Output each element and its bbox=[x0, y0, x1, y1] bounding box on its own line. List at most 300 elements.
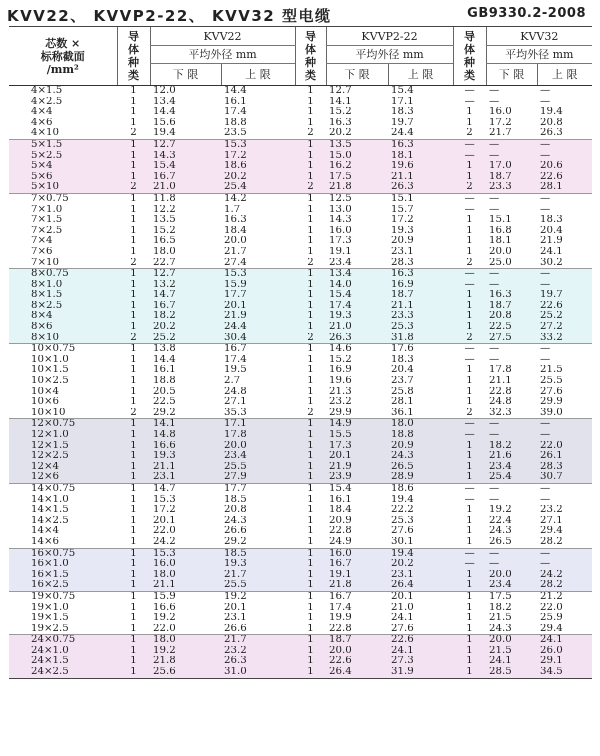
kvvp2-22-lower-cell: 22.8 bbox=[326, 624, 388, 635]
kvv22-conductor-type-cell: 1 bbox=[130, 161, 137, 172]
kvvp2-22-conductor-type-cell: 1 bbox=[307, 602, 314, 613]
table-row bbox=[9, 656, 592, 667]
kvvp2-22-lower-cell: 12.7 bbox=[329, 85, 352, 96]
kvvp2-22-conductor-type-cell: 1 bbox=[307, 246, 314, 257]
kvvp2-22-upper-cell: 18.7 bbox=[391, 290, 414, 301]
kvv32-upper-cell: — bbox=[540, 343, 551, 355]
kvv22-lower-cell: 14.3 bbox=[153, 150, 176, 161]
kvv32-conductor-type-cell: 1 bbox=[466, 322, 473, 333]
kvv22-conductor-type-cell: 1 bbox=[130, 139, 137, 150]
kvv22-lower-cell: 21.0 bbox=[150, 182, 221, 193]
kvv32-upper-cell: — bbox=[540, 139, 551, 150]
kvvp2-22-conductor-type-cell: 1 bbox=[307, 354, 314, 365]
kvv22-upper-cell: 23.1 bbox=[224, 613, 247, 624]
kvv32-upper-cell: — bbox=[540, 548, 551, 559]
kvv22-lower-cell: 16.1 bbox=[153, 365, 176, 376]
kvvp2-22-conductor-type-cell: 1 bbox=[307, 397, 314, 408]
kvvp2-22-upper-cell: 20.2 bbox=[391, 559, 414, 570]
kvv32-conductor-type-cell: — bbox=[464, 96, 475, 107]
kvv22-conductor-type-cell: 1 bbox=[130, 559, 137, 570]
kvv22-header: KVV22 bbox=[150, 27, 295, 46]
kvv32-lower-cell: 17.8 bbox=[489, 365, 512, 376]
kvvp2-22-upper-cell: 27.6 bbox=[388, 624, 453, 635]
kvv22-conductor-type-cell: 1 bbox=[130, 96, 137, 107]
kvv32-lower-cell: — bbox=[489, 494, 500, 505]
kvv32-lower-cell: 24.1 bbox=[489, 656, 512, 667]
kvv32-lower-cell: 24.8 bbox=[489, 397, 512, 408]
kvvp2-22-lower-cell: 23.9 bbox=[326, 472, 388, 483]
lower-limit-header: 下 限 bbox=[486, 64, 537, 86]
conductor-type-label: 导体种类 bbox=[464, 30, 476, 82]
kvv32-conductor-type-cell: — bbox=[464, 548, 475, 559]
kvv22-lower-cell: 12.7 bbox=[153, 139, 176, 150]
kvv22-conductor-type-cell: 1 bbox=[117, 472, 150, 483]
table-row bbox=[9, 333, 592, 344]
kvvp2-22-conductor-type-cell: 1 bbox=[307, 634, 314, 646]
table-row bbox=[9, 559, 592, 570]
upper-limit-header: 上 限 bbox=[221, 64, 295, 86]
kvvp2-22-lower-cell: 20.0 bbox=[329, 645, 352, 656]
kvvp2-22-lower-cell: 17.5 bbox=[329, 171, 352, 182]
table-row bbox=[9, 624, 592, 635]
kvv32-conductor-type-cell: 1 bbox=[453, 580, 486, 591]
kvvp2-22-lower-cell: 15.5 bbox=[329, 430, 352, 440]
kvv22-lower-cell: 14.1 bbox=[153, 418, 176, 430]
kvvp2-22-upper-cell: 15.1 bbox=[391, 193, 414, 204]
size-cell: 14×2.5 bbox=[31, 515, 69, 526]
kvvp2-22-conductor-type-cell: 2 bbox=[295, 333, 326, 344]
kvv22-upper-cell: 20.0 bbox=[224, 236, 247, 247]
table-row bbox=[9, 161, 592, 172]
conductor-type-label: 导体种类 bbox=[305, 30, 317, 82]
kvv32-lower-cell: 19.2 bbox=[489, 505, 512, 516]
kvvp2-22-upper-cell: 24.1 bbox=[391, 645, 414, 656]
table-row bbox=[9, 247, 592, 258]
kvv22-upper-cell: 17.8 bbox=[224, 430, 247, 440]
kvv22-conductor-type-cell: 2 bbox=[117, 182, 150, 193]
kvv32-upper-cell: 24.1 bbox=[540, 634, 563, 646]
kvv32-conductor-type-cell: 2 bbox=[453, 333, 486, 344]
kvv22-lower-cell: 18.0 bbox=[153, 569, 176, 580]
kvv32-lower-cell: — bbox=[489, 559, 500, 570]
kvv32-upper-cell: 25.5 bbox=[540, 376, 563, 387]
kvv22-lower-cell: 15.3 bbox=[153, 548, 176, 559]
size-cell: 8×0.75 bbox=[31, 268, 69, 280]
kvv32-conductor-type-cell: 2 bbox=[453, 182, 486, 193]
kvvp2-22-upper-cell: 23.7 bbox=[391, 376, 414, 387]
kvv32-lower-cell: 22.8 bbox=[489, 386, 512, 397]
kvv32-lower-cell: 16.3 bbox=[489, 290, 512, 301]
kvvp2-22-lower-cell: 14.9 bbox=[329, 418, 352, 430]
kvv22-lower-cell: 22.5 bbox=[153, 397, 176, 408]
size-cell: 16×2.5 bbox=[9, 580, 117, 591]
kvv32-conductor-type-cell: — bbox=[464, 204, 475, 215]
table-row bbox=[9, 635, 592, 646]
kvvp2-22-conductor-type-cell: 1 bbox=[307, 300, 314, 311]
kvvp2-22-conductor-type-cell: 1 bbox=[307, 418, 314, 430]
size-cell: 7×1.0 bbox=[31, 204, 63, 215]
kvv22-upper-cell: 2.7 bbox=[224, 376, 241, 387]
table-row bbox=[9, 139, 592, 150]
table-row bbox=[9, 387, 592, 398]
size-cell: 24×0.75 bbox=[31, 634, 76, 646]
kvv22-upper-cell: 14.2 bbox=[224, 193, 247, 204]
kvv32-lower-cell: — bbox=[489, 483, 500, 494]
table-row bbox=[9, 580, 592, 591]
kvvp2-22-lower-cell: 14.0 bbox=[329, 279, 352, 290]
kvv22-upper-cell: 26.3 bbox=[224, 656, 247, 667]
kvvp2-22-upper-cell: 21.1 bbox=[391, 171, 414, 182]
size-cell: 12×1.0 bbox=[31, 430, 69, 440]
size-cell: 7×10 bbox=[9, 258, 117, 269]
kvvp2-22-conductor-type-cell: 1 bbox=[307, 322, 314, 333]
kvvp2-22-lower-cell: 24.9 bbox=[326, 537, 388, 548]
kvv22-upper-cell: 31.0 bbox=[221, 667, 295, 678]
kvv32-lower-cell: 25.4 bbox=[486, 472, 537, 483]
kvv22-lower-cell: 29.2 bbox=[150, 408, 221, 419]
kvv22-lower-cell: 15.6 bbox=[153, 117, 176, 128]
kvv32-upper-cell: 26.1 bbox=[540, 451, 563, 462]
kvvp2-22-header: KVVP2-22 bbox=[326, 27, 453, 46]
kvvp2-22-upper-cell: 36.1 bbox=[388, 408, 453, 419]
kvv32-conductor-type-cell: 1 bbox=[453, 537, 486, 548]
kvv32-upper-cell: — bbox=[540, 204, 551, 215]
cable-spec-table bbox=[9, 26, 592, 679]
kvvp2-22-lower-cell: 15.0 bbox=[329, 150, 352, 161]
kvv22-upper-cell: 1.7 bbox=[224, 204, 241, 215]
kvvp2-22-upper-cell: 19.4 bbox=[391, 494, 414, 505]
conductor-type-header-kvv22 bbox=[117, 27, 150, 86]
kvv32-upper-cell: — bbox=[540, 279, 551, 290]
kvv22-upper-cell: 26.6 bbox=[224, 526, 247, 537]
kvv22-conductor-type-cell: 2 bbox=[117, 128, 150, 139]
kvvp2-22-lower-cell: 17.4 bbox=[329, 300, 352, 311]
kvvp2-22-conductor-type-cell: 1 bbox=[307, 343, 314, 355]
kvvp2-22-lower-cell: 16.1 bbox=[329, 494, 352, 505]
kvv22-upper-cell: 23.2 bbox=[224, 645, 247, 656]
kvv22-lower-cell: 20.1 bbox=[153, 515, 176, 526]
table-row bbox=[9, 205, 592, 216]
kvvp2-22-lower-cell: 29.9 bbox=[326, 408, 388, 419]
kvvp2-22-lower-cell: 19.9 bbox=[329, 613, 352, 624]
table-row bbox=[9, 516, 592, 527]
upper-limit-header: 上 限 bbox=[537, 64, 592, 86]
avg-od-header-kvv32: 平均外径 mm bbox=[486, 46, 592, 64]
kvvp2-22-upper-cell: 21.0 bbox=[391, 602, 414, 613]
kvv32-upper-cell: — bbox=[540, 268, 551, 280]
kvv22-lower-cell: 16.7 bbox=[153, 171, 176, 182]
kvv22-lower-cell: 17.2 bbox=[153, 505, 176, 516]
kvv22-conductor-type-cell: 1 bbox=[130, 602, 137, 613]
kvv22-conductor-type-cell: 1 bbox=[130, 515, 137, 526]
kvvp2-22-upper-cell: 18.3 bbox=[391, 354, 414, 365]
kvv22-upper-cell: 17.1 bbox=[224, 418, 247, 430]
size-cell: 8×6 bbox=[31, 322, 53, 333]
table-row bbox=[9, 397, 592, 408]
kvv22-lower-cell: 22.0 bbox=[153, 526, 176, 537]
kvv22-lower-cell: 18.0 bbox=[153, 634, 176, 646]
size-cell: 7×2.5 bbox=[31, 225, 63, 236]
spec-column-header bbox=[9, 27, 117, 86]
kvv32-lower-cell: 20.0 bbox=[489, 569, 512, 580]
kvv32-upper-cell: 33.2 bbox=[537, 333, 592, 344]
table-row bbox=[9, 667, 592, 678]
kvvp2-22-conductor-type-cell: 1 bbox=[307, 613, 314, 624]
kvv32-upper-cell: 20.8 bbox=[540, 117, 563, 128]
kvv32-upper-cell: 19.7 bbox=[540, 290, 563, 301]
kvvp2-22-lower-cell: 16.7 bbox=[329, 591, 352, 602]
kvv22-conductor-type-cell: 1 bbox=[130, 505, 137, 516]
kvv32-upper-cell: 26.3 bbox=[537, 128, 592, 139]
kvv32-conductor-type-cell: 1 bbox=[453, 667, 486, 678]
kvv22-conductor-type-cell: 1 bbox=[130, 150, 137, 161]
kvv22-lower-cell: 20.5 bbox=[153, 386, 176, 397]
kvvp2-22-lower-cell: 15.4 bbox=[329, 290, 352, 301]
kvv22-conductor-type-cell: 1 bbox=[130, 440, 137, 451]
table-row bbox=[9, 97, 592, 108]
kvvp2-22-lower-cell: 15.2 bbox=[329, 107, 352, 118]
size-cell: 5×10 bbox=[9, 182, 117, 193]
table-row bbox=[9, 408, 592, 419]
kvvp2-22-conductor-type-cell: 2 bbox=[295, 128, 326, 139]
kvvp2-22-upper-cell: 16.3 bbox=[391, 139, 414, 150]
kvv22-conductor-type-cell: 1 bbox=[130, 376, 137, 387]
kvvp2-22-lower-cell: 26.4 bbox=[326, 667, 388, 678]
kvv22-conductor-type-cell: 1 bbox=[130, 397, 137, 408]
size-cell: 14×0.75 bbox=[31, 483, 76, 494]
kvv22-upper-cell: 17.7 bbox=[224, 290, 247, 301]
kvv22-lower-cell: 14.7 bbox=[153, 483, 176, 494]
kvvp2-22-conductor-type-cell: 1 bbox=[307, 311, 314, 322]
kvv32-conductor-type-cell: 1 bbox=[466, 386, 473, 397]
kvvp2-22-lower-cell: 17.3 bbox=[329, 440, 352, 451]
kvv32-upper-cell: 27.1 bbox=[540, 515, 563, 526]
kvv22-lower-cell: 15.3 bbox=[153, 494, 176, 505]
kvv22-conductor-type-cell: 1 bbox=[130, 386, 137, 397]
kvv22-upper-cell: 23.5 bbox=[221, 128, 295, 139]
kvv22-lower-cell: 21.1 bbox=[150, 580, 221, 591]
kvv32-upper-cell: 25.2 bbox=[540, 311, 563, 322]
kvv32-lower-cell: — bbox=[489, 343, 500, 355]
kvv32-upper-cell: 23.2 bbox=[540, 505, 563, 516]
kvv32-lower-cell: 18.1 bbox=[489, 236, 512, 247]
kvv32-lower-cell: — bbox=[489, 548, 500, 559]
kvvp2-22-lower-cell: 14.3 bbox=[329, 215, 352, 226]
kvv32-conductor-type-cell: 1 bbox=[466, 397, 473, 408]
kvv22-lower-cell: 19.2 bbox=[153, 613, 176, 624]
table-row bbox=[9, 355, 592, 366]
kvv32-upper-cell: 20.6 bbox=[540, 161, 563, 172]
kvv32-conductor-type-cell: 1 bbox=[453, 472, 486, 483]
kvv32-conductor-type-cell: 1 bbox=[466, 440, 473, 451]
kvv22-conductor-type-cell: 1 bbox=[130, 290, 137, 301]
size-cell: 8×2.5 bbox=[31, 300, 63, 311]
kvv22-conductor-type-cell: 1 bbox=[130, 117, 137, 128]
kvv22-lower-cell: 16.7 bbox=[153, 300, 176, 311]
kvv22-conductor-type-cell: 1 bbox=[130, 451, 137, 462]
kvv22-conductor-type-cell: 1 bbox=[130, 461, 137, 472]
kvv22-upper-cell: 16.7 bbox=[224, 343, 247, 355]
kvv32-upper-cell: 20.4 bbox=[540, 225, 563, 236]
kvv22-upper-cell: 19.3 bbox=[224, 559, 247, 570]
kvv32-lower-cell: — bbox=[489, 150, 500, 161]
size-cell: 10×0.75 bbox=[31, 343, 76, 355]
kvvp2-22-lower-cell: 23.4 bbox=[326, 258, 388, 269]
kvvp2-22-lower-cell: 21.8 bbox=[326, 182, 388, 193]
kvv22-conductor-type-cell: 1 bbox=[130, 645, 137, 656]
kvvp2-22-conductor-type-cell: 2 bbox=[295, 182, 326, 193]
kvvp2-22-upper-cell: 26.3 bbox=[388, 182, 453, 193]
kvvp2-22-upper-cell: 24.4 bbox=[388, 128, 453, 139]
kvv22-lower-cell: 19.4 bbox=[150, 128, 221, 139]
kvvp2-22-upper-cell: 18.3 bbox=[391, 107, 414, 118]
kvv22-upper-cell: 19.2 bbox=[224, 591, 247, 602]
kvvp2-22-upper-cell: 27.6 bbox=[391, 526, 414, 537]
kvv32-conductor-type-cell: 2 bbox=[453, 258, 486, 269]
kvvp2-22-conductor-type-cell: 1 bbox=[307, 505, 314, 516]
size-cell: 10×1.0 bbox=[31, 354, 69, 365]
kvvp2-22-lower-cell: 16.0 bbox=[329, 548, 352, 559]
kvv22-upper-cell: 25.4 bbox=[221, 182, 295, 193]
size-cell: 24×1.0 bbox=[31, 645, 69, 656]
kvv32-lower-cell: — bbox=[489, 204, 500, 215]
kvv22-conductor-type-cell: 2 bbox=[117, 408, 150, 419]
kvv22-conductor-type-cell: 1 bbox=[130, 279, 137, 290]
table-row bbox=[9, 290, 592, 301]
table-row bbox=[9, 376, 592, 387]
kvv22-upper-cell: 18.8 bbox=[224, 117, 247, 128]
table-row bbox=[9, 526, 592, 537]
size-cell: 4×10 bbox=[9, 128, 117, 139]
kvv22-lower-cell: 21.1 bbox=[153, 461, 176, 472]
kvv22-conductor-type-cell: 1 bbox=[130, 548, 137, 559]
kvv22-conductor-type-cell: 1 bbox=[117, 580, 150, 591]
kvvp2-22-upper-cell: 18.0 bbox=[391, 418, 414, 430]
kvvp2-22-lower-cell: 22.8 bbox=[329, 526, 352, 537]
spec-header-line-2: 标称截面 bbox=[40, 49, 85, 63]
kvv22-upper-cell: 16.1 bbox=[224, 96, 247, 107]
kvv32-conductor-type-cell: 1 bbox=[466, 290, 473, 301]
kvv32-upper-cell: 22.6 bbox=[540, 171, 563, 182]
kvv22-lower-cell: 20.2 bbox=[153, 322, 176, 333]
kvv22-upper-cell: 17.7 bbox=[224, 483, 247, 494]
size-cell: 16×1.5 bbox=[31, 569, 69, 580]
kvv22-lower-cell: 18.0 bbox=[153, 246, 176, 257]
kvv32-conductor-type-cell: 1 bbox=[466, 634, 473, 646]
kvvp2-22-upper-cell: 20.9 bbox=[391, 236, 414, 247]
kvv32-conductor-type-cell: 1 bbox=[466, 376, 473, 387]
size-cell: 12×4 bbox=[31, 461, 59, 472]
kvv32-lower-cell: — bbox=[489, 85, 500, 96]
kvv22-upper-cell: 18.5 bbox=[224, 548, 247, 559]
kvv22-lower-cell: 25.6 bbox=[150, 667, 221, 678]
kvv22-lower-cell: 23.1 bbox=[150, 472, 221, 483]
kvvp2-22-conductor-type-cell: 1 bbox=[307, 548, 314, 559]
kvv32-upper-cell: 24.2 bbox=[540, 569, 563, 580]
kvv22-lower-cell: 12.2 bbox=[153, 204, 176, 215]
kvv22-conductor-type-cell: 1 bbox=[130, 236, 137, 247]
size-cell: 4×2.5 bbox=[31, 96, 63, 107]
kvv22-conductor-type-cell: 1 bbox=[130, 343, 137, 355]
kvv32-conductor-type-cell: — bbox=[464, 494, 475, 505]
table-row bbox=[9, 193, 592, 204]
kvv32-upper-cell: 18.3 bbox=[540, 215, 563, 226]
kvv22-conductor-type-cell: 1 bbox=[130, 494, 137, 505]
kvv22-upper-cell: 24.8 bbox=[224, 386, 247, 397]
size-cell: 10×1.5 bbox=[31, 365, 69, 376]
kvv22-upper-cell: 19.5 bbox=[224, 365, 247, 376]
table-row bbox=[9, 483, 592, 494]
kvvp2-22-conductor-type-cell: 1 bbox=[307, 85, 314, 96]
kvv32-lower-cell: 21.5 bbox=[489, 613, 512, 624]
table-row bbox=[9, 86, 592, 97]
kvv32-conductor-type-cell: — bbox=[464, 193, 475, 204]
kvv32-lower-cell: 20.8 bbox=[489, 311, 512, 322]
kvv22-conductor-type-cell: 1 bbox=[130, 171, 137, 182]
kvv32-lower-cell: 17.2 bbox=[489, 117, 512, 128]
kvvp2-22-lower-cell: 15.4 bbox=[329, 483, 352, 494]
kvvp2-22-upper-cell: 31.9 bbox=[388, 667, 453, 678]
kvvp2-22-upper-cell: 24.3 bbox=[391, 451, 414, 462]
table-row bbox=[9, 151, 592, 162]
kvvp2-22-conductor-type-cell: 1 bbox=[295, 537, 326, 548]
size-cell: 12×0.75 bbox=[31, 418, 76, 430]
kvv22-upper-cell: 20.1 bbox=[224, 602, 247, 613]
avg-od-header-kvvp2-22: 平均外径 mm bbox=[326, 46, 453, 64]
table-row bbox=[9, 462, 592, 473]
kvvp2-22-conductor-type-cell: 1 bbox=[307, 591, 314, 602]
kvv32-lower-cell: 21.7 bbox=[486, 128, 537, 139]
kvv22-lower-cell: 13.2 bbox=[153, 279, 176, 290]
kvvp2-22-conductor-type-cell: 1 bbox=[307, 268, 314, 280]
kvv32-lower-cell: — bbox=[489, 268, 500, 280]
kvv32-conductor-type-cell: 1 bbox=[466, 311, 473, 322]
kvv32-conductor-type-cell: 1 bbox=[466, 365, 473, 376]
kvv22-conductor-type-cell: 1 bbox=[130, 656, 137, 667]
kvv22-conductor-type-cell: 1 bbox=[130, 300, 137, 311]
kvv32-lower-cell: 16.0 bbox=[489, 107, 512, 118]
kvv32-conductor-type-cell: 1 bbox=[453, 624, 486, 635]
kvv32-conductor-type-cell: 1 bbox=[466, 246, 473, 257]
kvv22-lower-cell: 16.5 bbox=[153, 236, 176, 247]
kvv22-conductor-type-cell: 1 bbox=[130, 526, 137, 537]
kvv22-upper-cell: 24.3 bbox=[224, 515, 247, 526]
kvv32-lower-cell: — bbox=[489, 193, 500, 204]
kvvp2-22-conductor-type-cell: 1 bbox=[307, 225, 314, 236]
kvv32-upper-cell: 21.9 bbox=[540, 236, 563, 247]
kvv32-lower-cell: 24.3 bbox=[486, 624, 537, 635]
kvvp2-22-upper-cell: 19.4 bbox=[391, 548, 414, 559]
size-cell: 5×1.5 bbox=[31, 139, 63, 150]
table-row bbox=[9, 128, 592, 139]
kvv22-conductor-type-cell: 1 bbox=[130, 311, 137, 322]
kvv32-lower-cell: 21.5 bbox=[489, 645, 512, 656]
kvvp2-22-upper-cell: 28.1 bbox=[391, 397, 414, 408]
table-body bbox=[9, 86, 592, 679]
kvv22-lower-cell: 22.7 bbox=[150, 258, 221, 269]
kvv32-upper-cell: 28.2 bbox=[537, 580, 592, 591]
kvvp2-22-conductor-type-cell: 1 bbox=[307, 161, 314, 172]
kvvp2-22-lower-cell: 14.1 bbox=[329, 96, 352, 107]
kvv32-lower-cell: 23.4 bbox=[489, 461, 512, 472]
kvvp2-22-upper-cell: 23.3 bbox=[391, 311, 414, 322]
kvvp2-22-upper-cell: 16.3 bbox=[391, 268, 414, 280]
kvv22-upper-cell: 20.1 bbox=[224, 300, 247, 311]
size-cell: 24×2.5 bbox=[9, 667, 117, 678]
table-row bbox=[9, 451, 592, 462]
size-cell: 5×6 bbox=[31, 171, 53, 182]
size-cell: 7×4 bbox=[31, 236, 53, 247]
